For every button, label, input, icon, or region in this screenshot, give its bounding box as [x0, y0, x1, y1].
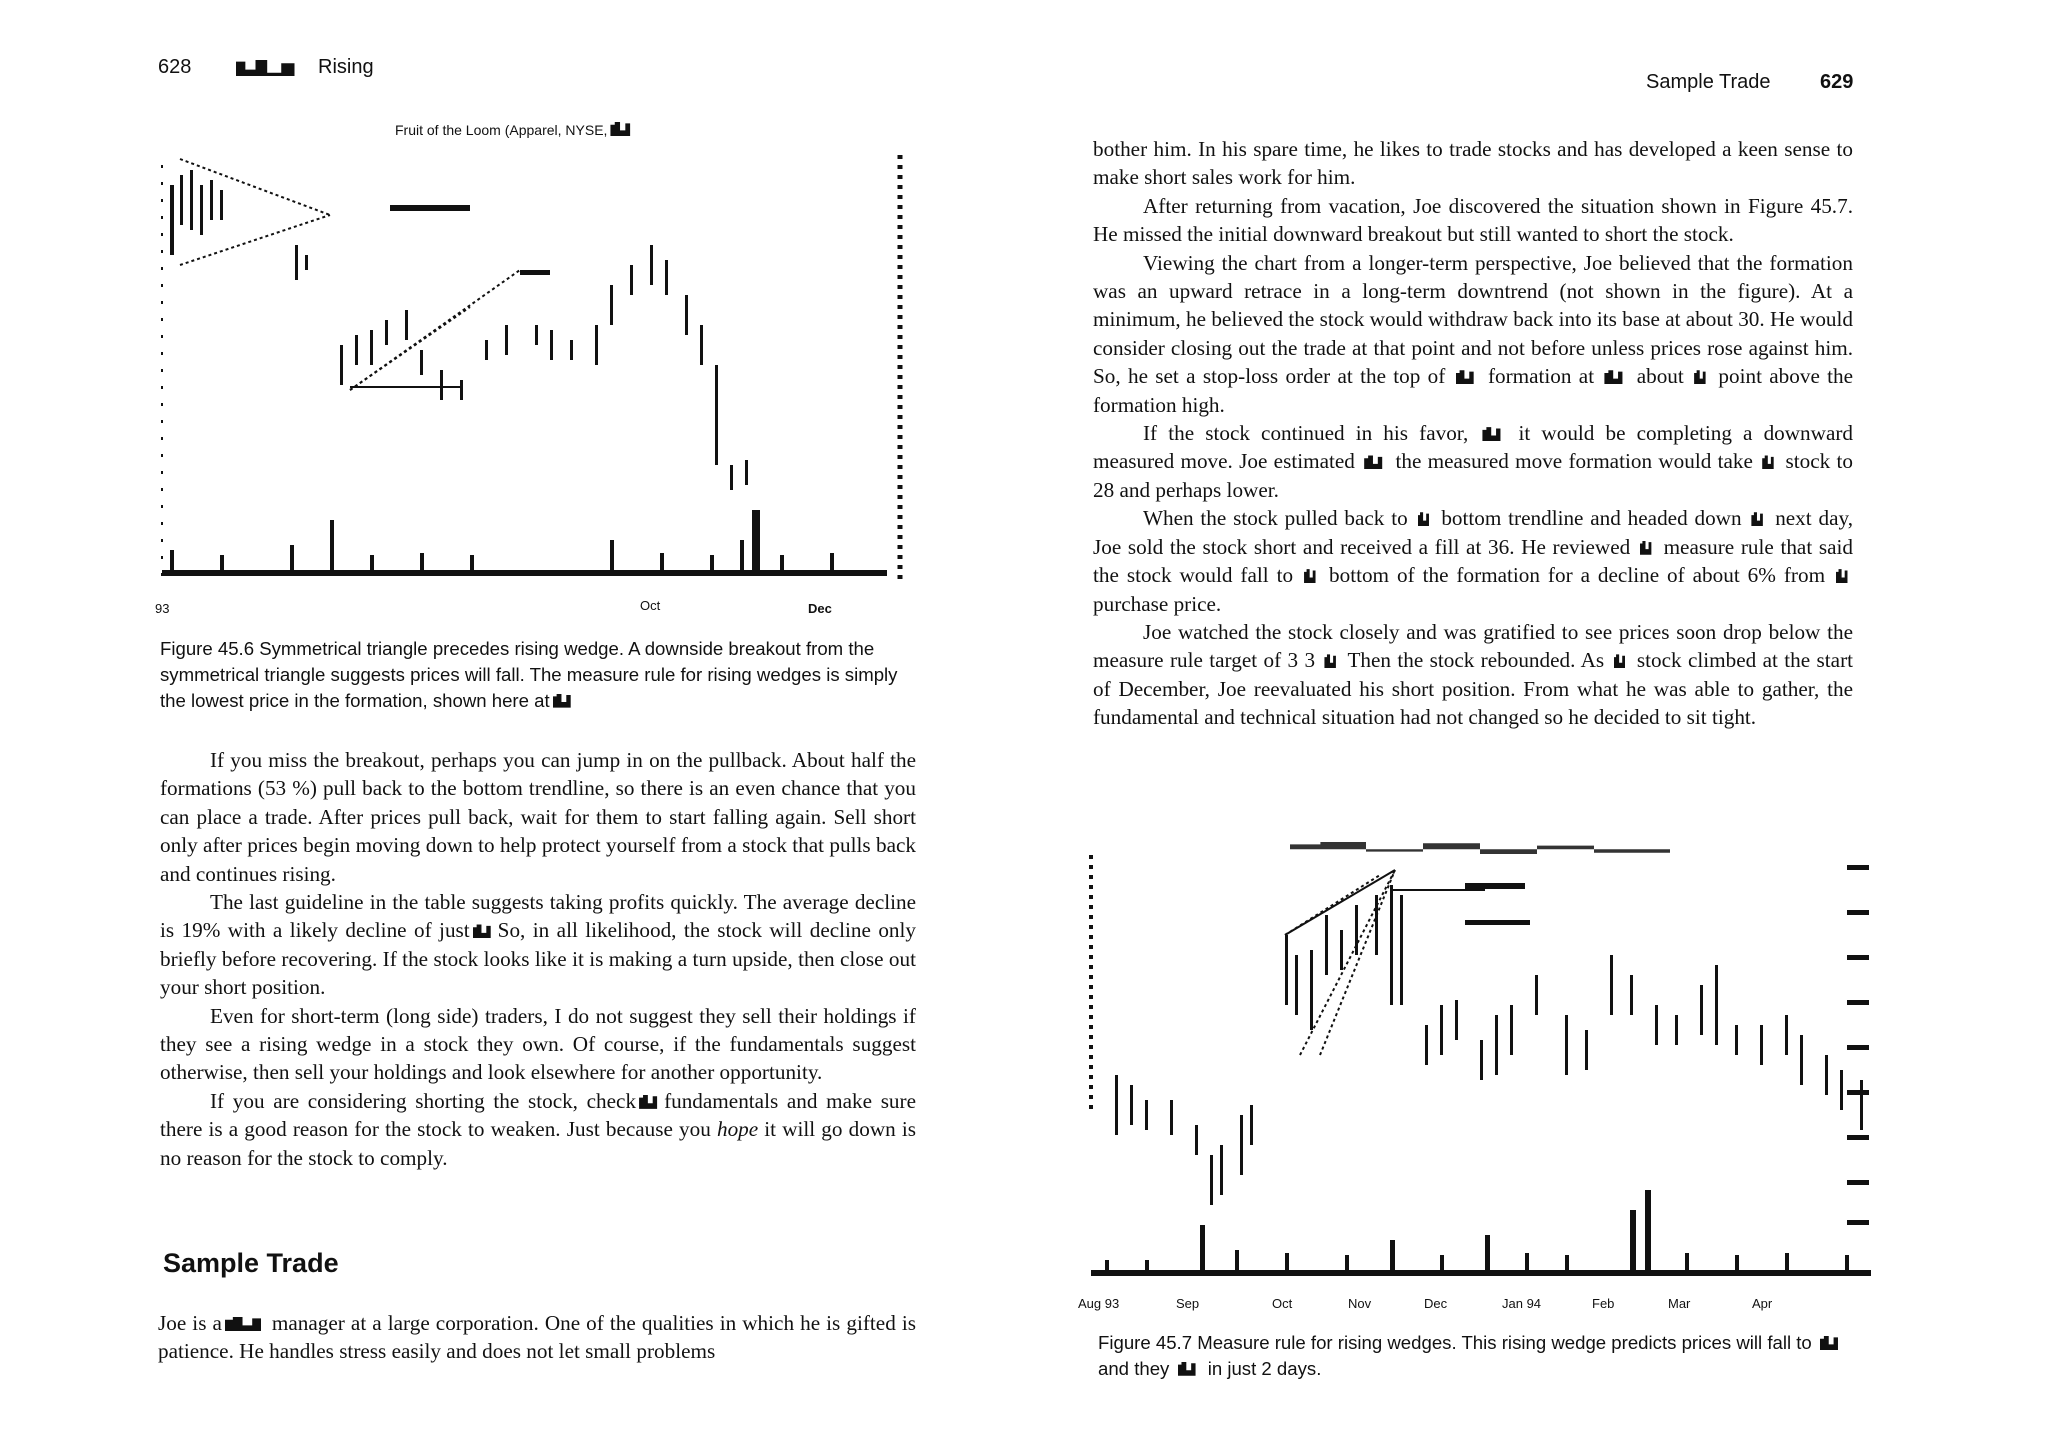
figure2-caption: Figure 45.7 Measure rule for rising wedges. This rising wedge predicts prices will fall to and they in just 2 days.: [1098, 1330, 1858, 1382]
section-heading-sample-trade: Sample Trade: [163, 1248, 339, 1278]
target-label-block: [1465, 920, 1530, 925]
price-bars: [1115, 1075, 1118, 1135]
paragraph-pulled-back: When the stock pulled back to bottom trendline and headed down next day, Joe sold the stock short and received a fill at 36. He reviewed measure rule that said the stock would fall to bottom of the formation for a decline of about 6% from purchase price.: [1093, 506, 1854, 616]
figure2-x-label-apr: Apr: [1752, 1296, 1773, 1311]
figure2-x-label-oct: Oct: [1272, 1296, 1293, 1311]
figure2-chart: [1085, 855, 1885, 1285]
figure1-x-label-dec: Dec: [808, 601, 832, 616]
paragraph-longer-term: Viewing the chart from a longer-term perspective, Joe believed that the formation was an upward retrace in a long-term downtrend (not shown in the figure). At a minimum, he believed the stock would withdraw back into its base at about 30. He would consider closing out the trade at that point and not before unless prices rose against him. So, he set a stop-loss order at the top of formation at about point above the formation high.: [1093, 250, 1854, 417]
figure1-x-label-oct: Oct: [640, 598, 661, 613]
sample-trade-intro: Joe is a manager at a large corporation. One of the qualities in which he is gifted is patience. He handles stress easily and does not let small problems: [158, 1311, 916, 1364]
figure1-title: Fruit of the Loom (Apparel, NYSE,: [395, 122, 637, 138]
right-page-number: 629: [1820, 71, 1854, 93]
paragraph-pullback: If you miss the breakout, perhaps you can jump in on the pullback. About half the formations (53 %) pull back to the bottom trendline, so there is an even chance that you can place a trade. After prices pull back, wait for them to start falling again. Sell short only after prices begin moving down to help protect yourself from a stock that pulls back and continues rising.: [160, 748, 916, 886]
figure2-x-label-sep: Sep: [1176, 1296, 1200, 1311]
figure2-x-label-aug93: Aug 93: [1078, 1296, 1120, 1311]
right-axis-ticks: [1847, 865, 1869, 870]
volume-baseline: [162, 570, 887, 576]
annotation-label-block: [390, 205, 470, 211]
figure1-caption: Figure 45.6 Symmetrical triangle precedes rising wedge. A downside breakout from the symmetrical triangle suggests prices will fall. The measure rule for rising wedges is simply the lowest price in the formation, shown here at: [160, 638, 898, 711]
figure1-x-label-93: 93: [155, 601, 170, 616]
figure2-x-label-jan94: Jan 94: [1502, 1296, 1542, 1311]
paragraph-watched: Joe watched the stock closely and was gratified to see prices soon drop below the measure rule target of 3 3 Then the stock rebounded. As stock climbed at the start of December, Joe reevaluated his short position. From what he was able to gather, the fundamental and technical situation had not changed so he decided to sit tight.: [1093, 619, 1854, 730]
left-body-text: [160, 746, 916, 1172]
figure2-garbled-title: [1290, 842, 1670, 854]
figure2-x-label-mar: Mar: [1668, 1296, 1691, 1311]
right-running-head: Sample Trade: [1646, 71, 1771, 93]
right-body-text: [1093, 135, 1853, 732]
figure2-x-label-nov: Nov: [1348, 1296, 1372, 1311]
wedge-bottom-line: [350, 307, 470, 390]
figure1-chart: [140, 145, 920, 615]
paragraph-vacation: After returning from vacation, Joe discovered the situation shown in Figure 45.7. He missed the initial downward breakout but still wanted to short the stock.: [1093, 193, 1853, 247]
left-page-number: 628: [158, 56, 192, 78]
garbled-chapter-title-mark: [236, 60, 314, 76]
figure2-x-label-feb: Feb: [1592, 1296, 1615, 1311]
volume-baseline: [1091, 1270, 1871, 1276]
paragraph-favor: If the stock continued in his favor, it would be completing a downward measured move. Joe estimated the measured move formation would take stock to 28 and perhaps lower.: [1093, 421, 1854, 502]
paragraph-take-profits: The last guideline in the table suggests taking profits quickly. The average decline is 19% with a likely decline of just So, in all likelihood, the stock will decline only briefly before recovering. If the stock looks like it is making a turn upside, then close out your short position.: [160, 890, 916, 1000]
price-bars: [170, 185, 174, 255]
pullback-label-block: [1465, 883, 1525, 889]
paragraph-bother: bother him. In his spare time, he likes to trade stocks and has developed a keen sense to make short sales work for him.: [1093, 137, 1853, 190]
figure2-x-label-dec: Dec: [1424, 1296, 1448, 1311]
left-running-head: Rising: [318, 56, 374, 78]
paragraph-fundamentals: If you are considering shorting the stock, check fundamentals and make sure there is a good reason for the stock to weaken. Just because you hope it will go down is no reason for the stock to comply.: [160, 1088, 916, 1170]
paragraph-long-traders: Even for short-term (long side) traders, I do not suggest they sell their holdings if they see a rising wedge in a stock they own. Of course, if the fundamentals suggest otherwise, then sell your holdings and look elsewhere for another opportunity.: [160, 1003, 916, 1085]
